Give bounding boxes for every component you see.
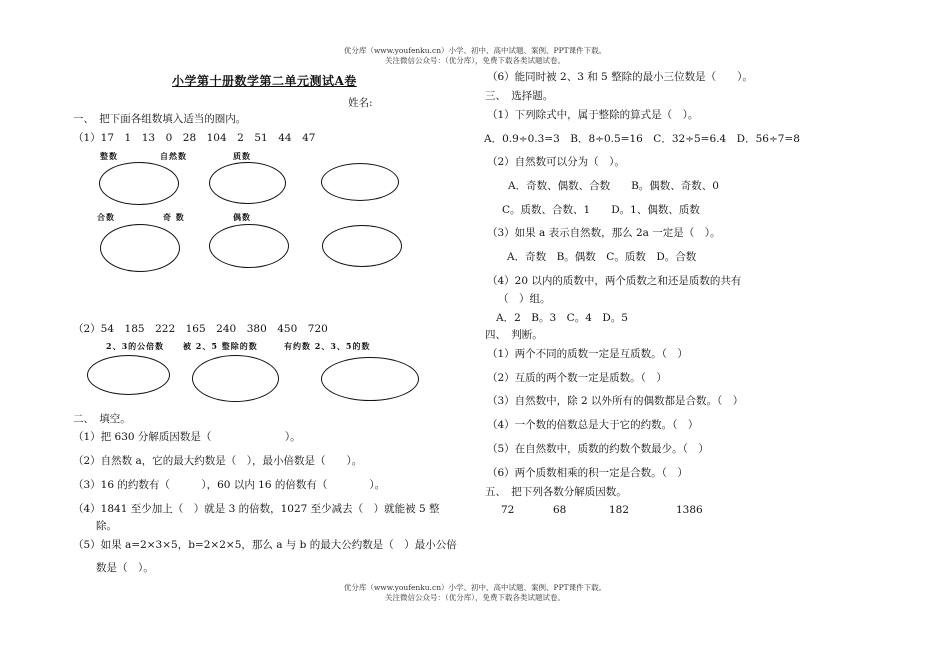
judge-item-6: （6）两个质数相乘的积一定是合数。（ ）	[487, 467, 688, 479]
circle-natural[interactable]	[209, 162, 286, 204]
choice-q1: （1）下列除式中，属于整除的算式是（ ）。	[487, 109, 699, 121]
label-divisor-2-3-5: 有约数 2、3、5的数	[284, 341, 371, 351]
judge-item-3: （3）自然数中，除 2 以外所有的偶数都是合数。（ ）	[487, 395, 744, 407]
fill-item-1: （1）把 630 分解质因数是（ ）。	[73, 431, 301, 443]
circle-integer[interactable]	[99, 162, 179, 205]
header-line-2: 关注微信公众号：（优分库），免费下载各类试题试卷。	[385, 56, 565, 65]
name-label: 姓名:	[348, 97, 373, 109]
q2-numbers: （2）54 185 222 165 240 380 450 720	[73, 323, 328, 335]
choice-q2: （2）自然数可以分为（ ）。	[487, 156, 625, 168]
label-prime: 质数	[233, 151, 251, 161]
choice-q4-options: A．2 B。3 C。4 D。5	[496, 312, 628, 324]
page-title: 小学第十册数学第二单元测试A卷	[172, 74, 357, 88]
label-composite: 合数	[97, 212, 115, 222]
judge-item-2: （2）互质的两个数一定是质数。（ ）	[487, 372, 667, 384]
circle-composite[interactable]	[100, 224, 180, 272]
circle-divisible-2-5[interactable]	[192, 355, 279, 402]
section4-heading: 四、 判断。	[485, 329, 543, 341]
factor-number-68: 68	[553, 504, 567, 516]
q1-numbers: （1）17 1 13 0 28 104 2 51 44 47	[73, 132, 316, 144]
footer-line-1: 优分库（www.youfenku.cn）小学、初中、高中试题、案例、PPT课件下载。	[343, 583, 607, 592]
label-natural: 自然数	[160, 151, 187, 161]
fill-item-5: （5）如果 a=2×3×5，b=2×2×5，那么 a 与 b 的最大公约数是（ ）最小公倍	[73, 539, 457, 551]
factor-number-72: 72	[501, 504, 515, 516]
factor-number-1386: 1386	[676, 504, 703, 516]
label-integer: 整数	[100, 151, 118, 161]
choice-q2-options-a: A．奇数、偶数、合数 B。偶数、奇数、0	[508, 180, 719, 192]
choice-q2-options-b: C。质数、合数、1 D。1、偶数、质数	[502, 204, 700, 216]
fill-item-6: （6）能同时被 2、3 和 5 整除的最小三位数是（ ）。	[487, 71, 753, 83]
circle-common-multiple[interactable]	[87, 355, 170, 395]
section1-heading: 一、 把下面各组数填入适当的圈内。	[73, 113, 247, 125]
choice-q1-options: A．0.9÷0.3=3 B．8÷0.5=16 C．32÷5=6.4 D．56÷7=8	[484, 133, 800, 145]
choice-q4: （4）20 以内的质数中，两个质数之和还是质数的共有	[487, 275, 742, 287]
circle-divisor-2-3-5[interactable]	[321, 357, 419, 401]
fill-item-3: （3）16 的约数有（ ），60 以内 16 的倍数有（ ）。	[73, 479, 386, 491]
label-divisible-2-5: 被 2、5 整除的数	[183, 341, 258, 351]
label-odd: 奇 数	[163, 212, 185, 222]
fill-item-5-cont: 数是（ ）。	[96, 562, 154, 574]
choice-q3-options: A．奇数 B。偶数 C。质数 D。合数	[507, 251, 697, 263]
choice-q4-cont: （ ）组。	[498, 293, 551, 305]
footer-line-2: 关注微信公众号：（优分库），免费下载各类试题试卷。	[385, 593, 565, 602]
fill-item-4-cont: 除。	[96, 520, 117, 532]
judge-item-4: （4）一个数的倍数总是大于它的约数。（ ）	[487, 419, 699, 431]
judge-item-5: （5）在自然数中，质数的约数个数最少。（ ）	[487, 443, 709, 455]
section3-heading: 三、 选择题。	[485, 90, 554, 102]
fill-item-2: （2）自然数 a，它的最大约数是（ ），最小倍数是（ ）。	[73, 455, 363, 467]
choice-q3: （3）如果 a 表示自然数，那么 2a 一定是（ ）。	[487, 227, 721, 239]
circle-even[interactable]	[322, 225, 402, 267]
fill-item-4: （4）1841 至少加上（ ）就是 3 的倍数，1027 至少减去（ ）就能被 5 整	[73, 503, 440, 515]
circle-odd[interactable]	[209, 224, 289, 268]
section5-heading: 五、 把下列各数分解质因数。	[485, 486, 627, 498]
section2-heading: 二、 填空。	[73, 413, 131, 425]
factor-number-182: 182	[609, 504, 630, 516]
header-line-1: 优分库（www.youfenku.cn）小学、初中、高中试题、案例、PPT课件下载。	[343, 46, 607, 55]
label-common-multiple: 2、3的公倍数	[106, 341, 165, 351]
judge-item-1: （1）两个不同的质数一定是互质数。（ ）	[487, 348, 688, 360]
circle-prime[interactable]	[321, 163, 399, 201]
label-even: 偶数	[233, 212, 251, 222]
